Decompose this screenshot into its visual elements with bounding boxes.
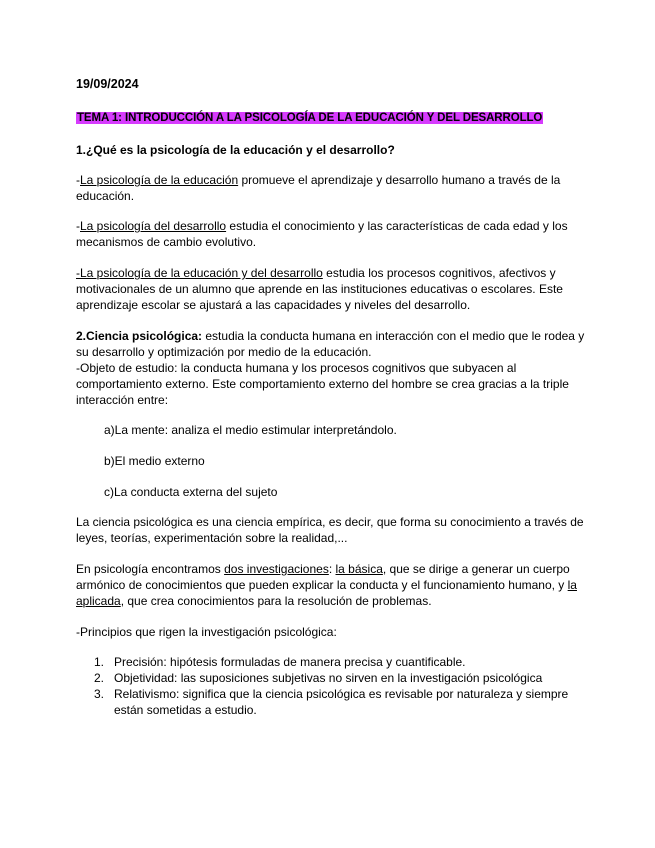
list-number: 2.: [94, 671, 105, 685]
term-two-investigations: dos investigaciones: [224, 562, 329, 576]
term-underlined: -La psicología de la educación y del desarrollo: [76, 266, 323, 280]
object-of-study: -Objeto de estudio: la conducta humana y los procesos cognitivos que subyacen al comportamiento externo. Este comportamiento externo del hombre se crea gracias a la triple interacción entre:: [76, 361, 569, 407]
list-number: 3.: [94, 687, 105, 701]
list-item-text: Objetividad: las suposiciones subjetivas no sirven en la investigación psicológica: [114, 671, 543, 685]
paragraph-educational-psychology: [76, 172, 586, 204]
document-date: 19/09/2024: [76, 77, 139, 91]
paragraph-text: :: [328, 562, 336, 576]
list-number: 1.: [94, 655, 105, 669]
term-underlined: La psicología del desarrollo: [80, 219, 227, 233]
interaction-item-c: c)La conducta externa del sujeto: [104, 485, 278, 499]
list-item: [94, 654, 574, 670]
highlighted-title: TEMA 1: INTRODUCCIÓN A LA PSICOLOGÍA DE LA EDUCACIÓN Y DEL DESARROLLO: [77, 112, 543, 124]
paragraph-developmental-psychology: [76, 218, 586, 250]
interaction-item-b: b)El medio externo: [104, 454, 205, 468]
list-item: [94, 670, 574, 686]
paragraph-research-types: [76, 561, 586, 609]
paragraph-empirical-science: La ciencia psicológica es una ciencia empírica, es decir, que forma su conocimiento a través de leyes, teorías, experimentación sobre la realidad,...: [76, 515, 584, 545]
paragraph-text: , que se dirige a generar un cuerpo armónico de conocimientos que pueden explicar la conducta y el funcionamiento humano, y: [76, 562, 570, 592]
paragraph-text: estudia los procesos cognitivos, afectivos y motivacionales de un alumno que aprende en las instituciones educativas o escolares. Este aprendizaje escolar se ajustará a las capacidades y niveles del desarrollo.: [76, 266, 563, 312]
term-underlined: La psicología de la educación: [80, 173, 239, 187]
paragraph-text: promueve el aprendizaje y desarrollo humano a través de la educación.: [76, 173, 561, 203]
paragraph-psychological-science: [76, 328, 586, 408]
term-applied: la aplicada: [76, 578, 577, 608]
principles-intro: -Principios que rigen la investigación psicológica:: [76, 625, 337, 639]
term-basic: la básica: [335, 562, 383, 576]
dash: -: [76, 219, 80, 233]
principles-list: [94, 654, 574, 718]
topic-heading: [76, 110, 586, 126]
paragraph-text: estudia el conocimiento y las características de cada edad y los mecanismos de cambio evolutivo.: [76, 219, 568, 249]
list-item: [94, 686, 574, 718]
section-title: 2.Ciencia psicológica:: [76, 329, 203, 343]
paragraph-combined-psychology: [76, 265, 586, 313]
list-item-text: Precisión: hipótesis formuladas de manera precisa y cuantificable.: [114, 655, 466, 669]
list-item-text: Relativismo: significa que la ciencia psicológica es revisable por naturaleza y siempre están sometidas a estudio.: [114, 687, 569, 717]
dash: -: [76, 173, 80, 187]
paragraph-text: , que crea conocimientos para la resolución de problemas.: [120, 594, 432, 608]
question-heading: 1.¿Qué es la psicología de la educación y el desarrollo?: [76, 143, 395, 157]
paragraph-text: estudia la conducta humana en interacción con el medio que le rodea y su desarrollo y optimización por medio de la educación.: [76, 329, 585, 359]
interaction-item-a: a)La mente: analiza el medio estimular interpretándolo.: [104, 423, 397, 437]
paragraph-text: En psicología encontramos: [76, 562, 225, 576]
